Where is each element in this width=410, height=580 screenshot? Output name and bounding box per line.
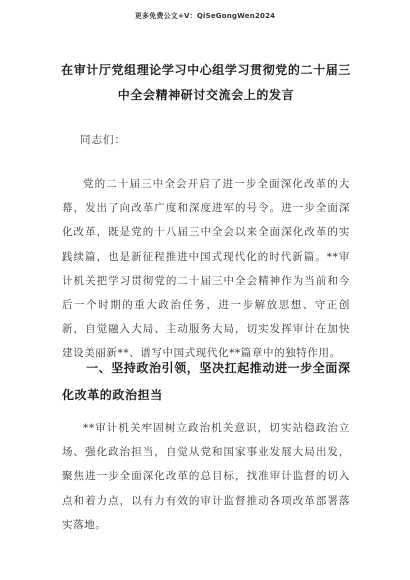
salutation: 同志们： [80, 134, 126, 146]
header-watermark-note: 更多免费公文+V：QiSeGongWen2024 [134, 12, 276, 20]
intro-paragraph: 党的二十届三中全会开启了进一步全面深化改革的大幕，发出了向改革广度和深度进军的号令。进一步全面深化改革，既是党的十八届三中全会以来全面深化改革的实践续篇，也是新征程推进中国式现代化的时代新篇。**审计机关把学习贯彻党的二十届三中全会精神作为当前和今后一个时期的重大政治任务，进一步解放思想、守正创新，自觉融入大局、主动服务大局，切实发挥审计在加快建设美丽新**、谱写中国式现代化**篇章中的独特作用。 [62, 178, 350, 360]
section-heading-1: 一、坚持政治引领，坚决扛起推动进一步全面深化改革的政治担当 [62, 361, 351, 402]
document-title: 在审计厅党组理论学习中心组学习贯彻党的二十届三中全会精神研讨交流会上的发言 [61, 63, 351, 102]
section-1-paragraph: **审计机关牢固树立政治机关意识，切实站稳政治立场、强化政治担当，自觉从党和国家事业发展大局出发，聚焦进一步全面深化改革的总目标，找准审计监督的切入点和着力点，以有力有效的审计监督推动各项改革部署落实落地。 [62, 422, 350, 531]
